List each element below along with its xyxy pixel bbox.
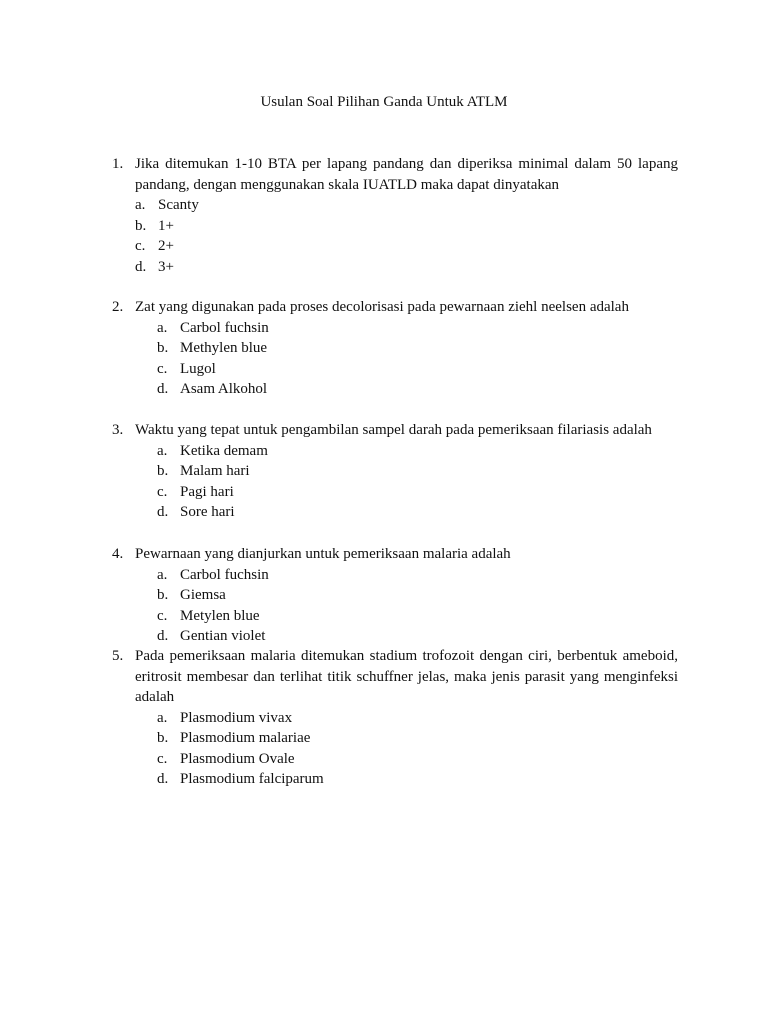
option-letter: c. xyxy=(135,238,146,254)
option-text: Lugol xyxy=(180,360,216,377)
option-letter: a. xyxy=(157,566,168,583)
question-2 xyxy=(112,297,678,400)
option-text: Carbol fuchsin xyxy=(180,566,269,583)
option-d xyxy=(112,379,678,400)
option-text: Methylen blue xyxy=(180,340,268,356)
option-letter: b. xyxy=(157,463,169,479)
option-text: Plasmodium Ovale xyxy=(180,750,295,767)
option-a xyxy=(112,318,678,339)
option-letter: a. xyxy=(157,709,168,726)
option-b xyxy=(112,216,678,237)
option-letter: c. xyxy=(157,607,168,624)
option-letter: a. xyxy=(135,197,146,213)
option-letter: c. xyxy=(157,483,168,500)
option-d xyxy=(112,257,678,278)
option-letter: d. xyxy=(135,258,147,275)
option-text: 1+ xyxy=(158,217,174,234)
option-c xyxy=(112,606,678,627)
option-text: Metylen blue xyxy=(180,607,260,624)
question-5 xyxy=(112,646,678,790)
question-text: Jika ditemukan 1-10 BTA per lapang pandang dan diperiksa minimal dalam 50 lapang pandang, dengan menggunakan skala IUATLD maka dapat dinyatakan xyxy=(135,156,678,193)
option-letter: a. xyxy=(157,319,168,336)
option-letter: c. xyxy=(157,360,168,377)
question-3 xyxy=(112,420,678,523)
option-d xyxy=(112,502,678,523)
options-list xyxy=(112,318,678,400)
option-c xyxy=(112,482,678,503)
options-list xyxy=(112,195,678,277)
option-c xyxy=(112,359,678,380)
option-c xyxy=(112,749,678,770)
question-number: 4. xyxy=(112,546,124,562)
option-b xyxy=(112,585,678,606)
question-number: 3. xyxy=(112,422,124,438)
option-text: 3+ xyxy=(158,258,174,275)
question-text: Pada pemeriksaan malaria ditemukan stadium trofozoit dengan ciri, berbentuk ameboid, eritrosit membesar dan terlihat titik schuffner jelas, maka jenis parasit yang menginfeksi adalah xyxy=(135,648,678,705)
option-text: Sore hari xyxy=(180,504,235,520)
option-letter: b. xyxy=(157,340,169,356)
option-a xyxy=(112,441,678,462)
options-list xyxy=(112,441,678,523)
option-d xyxy=(112,626,678,647)
option-b xyxy=(112,461,678,482)
option-letter: c. xyxy=(157,750,168,767)
option-letter: a. xyxy=(157,442,168,459)
option-a xyxy=(112,195,678,216)
question-number: 5. xyxy=(112,648,124,664)
option-b xyxy=(112,338,678,359)
option-letter: d. xyxy=(157,628,169,644)
option-text: 2+ xyxy=(158,238,174,254)
option-c xyxy=(112,236,678,257)
option-text: Pagi hari xyxy=(180,483,234,500)
option-text: Ketika demam xyxy=(180,442,268,459)
option-text: Plasmodium malariae xyxy=(180,730,311,746)
options-list xyxy=(112,565,678,647)
option-letter: b. xyxy=(157,730,169,746)
question-number: 1. xyxy=(112,156,124,172)
question-text: Zat yang digunakan pada proses decolorisasi pada pewarnaan ziehl neelsen adalah xyxy=(135,299,629,315)
option-text: Carbol fuchsin xyxy=(180,319,269,336)
option-text: Giemsa xyxy=(180,587,226,603)
option-text: Malam hari xyxy=(180,463,250,479)
option-text: Scanty xyxy=(158,197,199,213)
option-text: Plasmodium falciparum xyxy=(180,771,324,787)
option-text: Asam Alkohol xyxy=(180,381,268,397)
option-text: Gentian violet xyxy=(180,628,266,644)
option-letter: d. xyxy=(157,381,169,397)
option-letter: b. xyxy=(135,217,147,234)
option-letter: d. xyxy=(157,771,169,787)
document-title: Usulan Soal Pilihan Ganda Untuk ATLM xyxy=(260,94,508,110)
question-1 xyxy=(112,154,678,277)
options-list xyxy=(112,708,678,790)
option-b xyxy=(112,728,678,749)
question-number: 2. xyxy=(112,299,124,315)
option-a xyxy=(112,708,678,729)
question-text: Pewarnaan yang dianjurkan untuk pemeriksaan malaria adalah xyxy=(135,546,511,562)
option-a xyxy=(112,565,678,586)
option-letter: d. xyxy=(157,504,169,520)
question-4 xyxy=(112,544,678,647)
option-letter: b. xyxy=(157,587,169,603)
option-d xyxy=(112,769,678,790)
option-text: Plasmodium vivax xyxy=(180,709,293,726)
question-text: Waktu yang tepat untuk pengambilan sampel darah pada pemeriksaan filariasis adalah xyxy=(135,422,652,438)
